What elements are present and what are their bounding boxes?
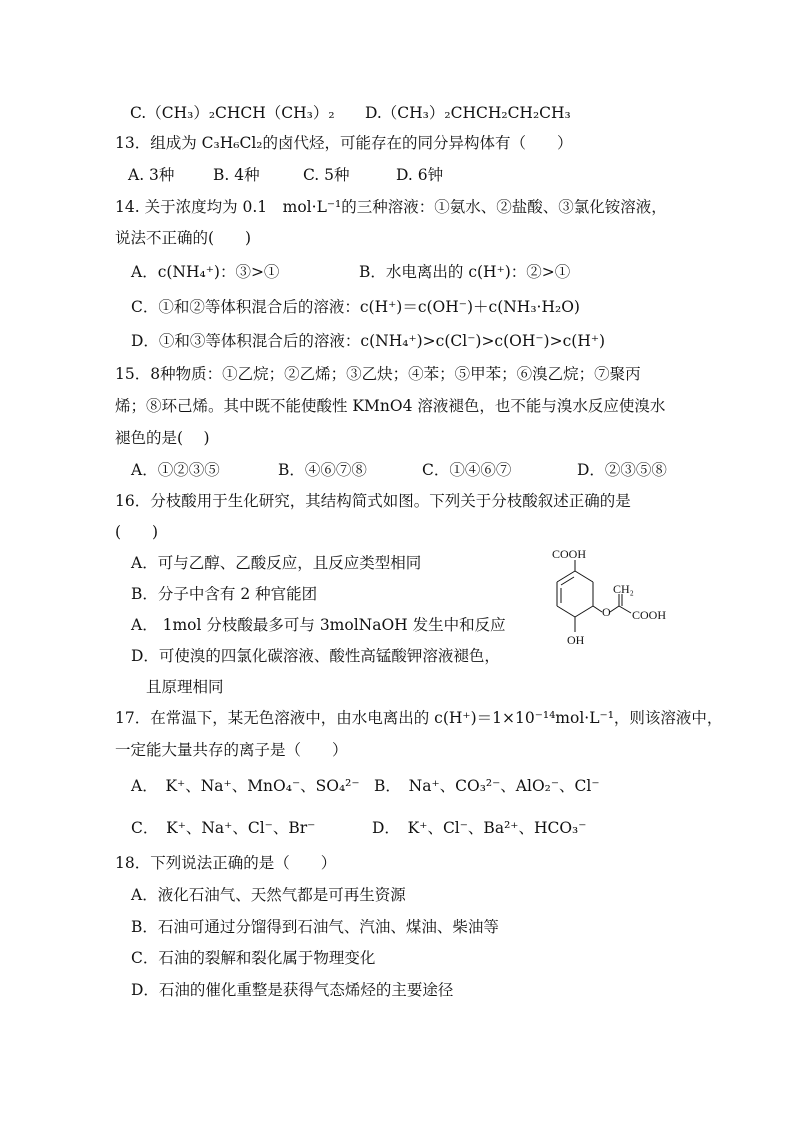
q17-option-d: D． K⁺、Cl⁻、Ba²⁺、HCO₃⁻ [372, 819, 587, 837]
q13-option-a: A. 3种 [128, 166, 175, 184]
structure-cooh-top-label: COOH [552, 547, 587, 561]
q16-option-d-line1: D．可使溴的四氯化碳溶液、酸性高锰酸钾溶液褪色， [131, 647, 500, 665]
q13-option-d: D. 6钟 [396, 166, 444, 184]
q16-stem-line1: 16．分枝酸用于生化研究，其结构简式如图。下列关于分枝酸叙述正确的是 [115, 492, 631, 510]
q14-stem-line1: 14. 关于浓度均为 0.1 mol·L⁻¹的三种溶液：①氨水、②盐酸、③氯化铵溶液， [115, 198, 667, 216]
q12-option-d: D.（CH₃）₂CHCH₂CH₂CH₃ [365, 104, 571, 122]
q15-option-d: D．②③⑤⑧ [577, 461, 667, 479]
structure-bonds [557, 560, 631, 632]
q14-stem-line2: 说法不正确的( ) [115, 229, 252, 247]
q14-option-d: D．①和③等体积混合后的溶液：c(NH₄⁺)>c(Cl⁻)>c(OH⁻)>c(H⁺) [131, 332, 606, 350]
q14-option-b: B．水电离出的 c(H⁺)：②>① [359, 263, 571, 281]
q16-option-d-line2: 且原理相同 [146, 678, 224, 696]
structure-cooh-right-label: COOH [632, 608, 667, 622]
q12-option-c: C.（CH₃）₂CHCH（CH₃）₂ [130, 104, 335, 122]
q18-option-c: C．石油的裂解和裂化属于物理变化 [131, 949, 376, 967]
q15-option-a: A．①②③⑤ [131, 461, 220, 479]
q17-stem-line2: 一定能大量共存的离子是（ ） [115, 741, 348, 759]
structure-o-label: O [602, 605, 611, 619]
q15-stem-line1: 15．8种物质：①乙烷；②乙烯；③乙炔；④苯；⑤甲苯；⑥溴乙烷；⑦聚丙 [115, 365, 641, 383]
q13-option-c: C. 5种 [303, 166, 350, 184]
structure-ch2-label: CH₂ [613, 582, 634, 596]
q13-stem: 13．组成为 C₃H₆Cl₂的卤代烃，可能存在的同分异构体有（ ） [115, 134, 573, 152]
q16-option-b: B．分子中含有 2 种官能团 [131, 585, 318, 603]
q14-option-c: C．①和②等体积混合后的溶液：c(H⁺)＝c(OH⁻)＋c(NH₃·H₂O) [131, 298, 580, 316]
q18-option-a: A．液化石油气、天然气都是可再生资源 [131, 886, 406, 904]
structure-oh-label: OH [567, 633, 585, 647]
q17-option-c: C． K⁺、Na⁺、Cl⁻、Br⁻ [131, 819, 316, 837]
q18-stem: 18．下列说法正确的是（ ） [115, 854, 337, 872]
chorismic-acid-structure [525, 546, 685, 656]
q15-stem-line3: 褪色的是( ) [115, 429, 210, 447]
q15-option-c: C．①④⑥⑦ [422, 461, 512, 479]
q18-option-d: D．石油的催化重整是获得气态烯烃的主要途径 [131, 981, 454, 999]
q17-option-b: B． Na⁺、CO₃²⁻、AlO₂⁻、Cl⁻ [374, 777, 600, 795]
q17-stem-line1: 17．在常温下，某无色溶液中，由水电离出的 c(H⁺)＝1×10⁻¹⁴mol·L⁻¹，则该溶液中， [115, 709, 723, 727]
q17-option-a: A． K⁺、Na⁺、MnO₄⁻、SO₄²⁻ [131, 777, 360, 795]
q16-option-c: A． 1mol 分枝酸最多可与 3molNaOH 发生中和反应 [131, 616, 506, 634]
q14-option-a: A．c(NH₄⁺)：③>① [131, 263, 280, 281]
q13-option-b: B. 4种 [213, 166, 260, 184]
q16-stem-line2: ( ) [115, 523, 159, 541]
q15-option-b: B．④⑥⑦⑧ [278, 461, 367, 479]
q18-option-b: B．石油可通过分馏得到石油气、汽油、煤油、柴油等 [131, 918, 499, 936]
q16-option-a: A．可与乙醇、乙酸反应，且反应类型相同 [131, 554, 422, 572]
q15-stem-line2: 烯；⑧环己烯。其中既不能使酸性 KMnO4 溶液褪色，也不能与溴水反应使溴水 [115, 397, 666, 415]
